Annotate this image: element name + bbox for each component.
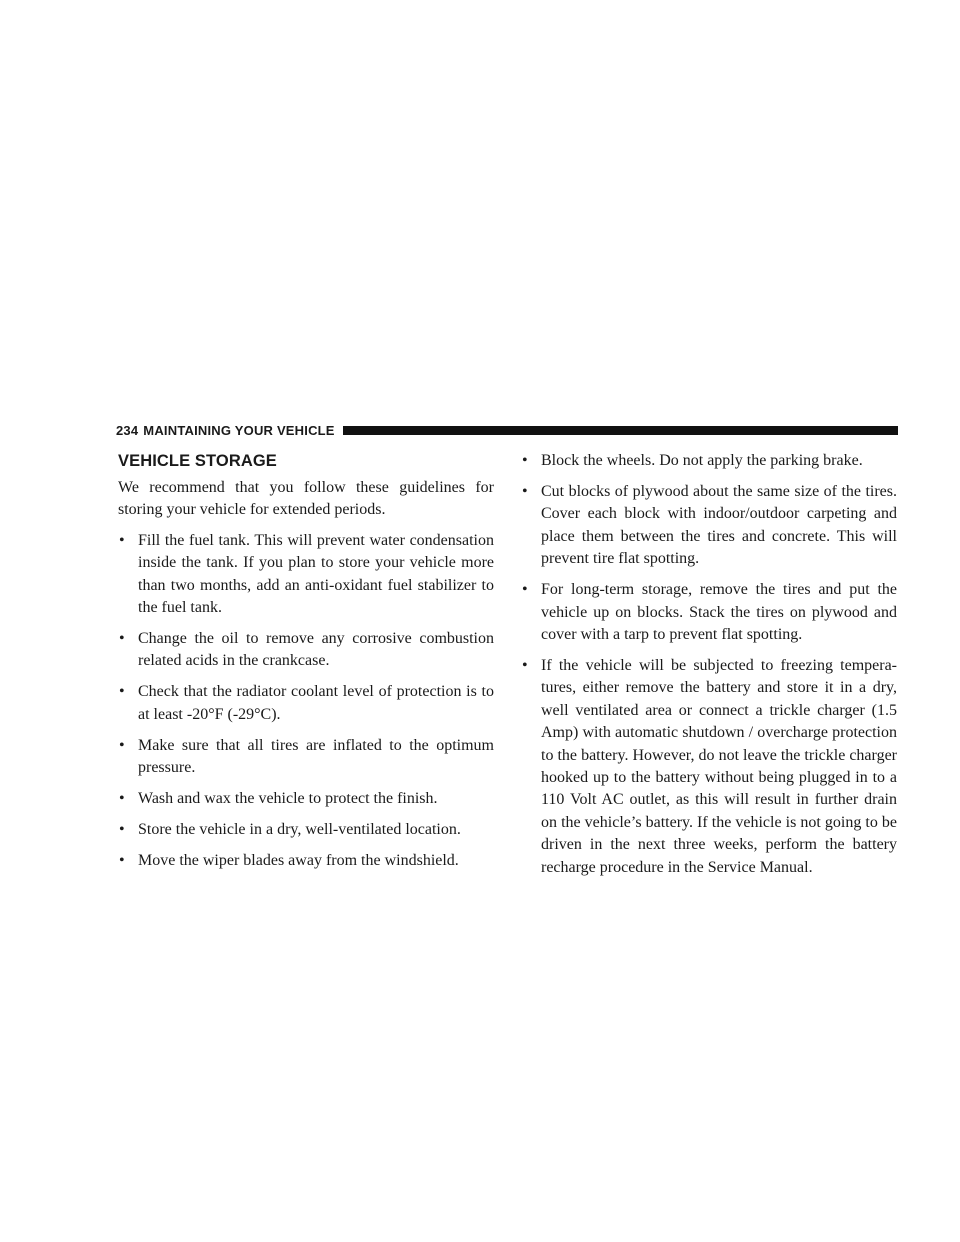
list-item-text: Make sure that all tires are inflated to the optimum pressure. [138,736,494,776]
bullet-icon: • [522,657,528,675]
bullet-icon: • [522,581,528,599]
list-item [521,481,897,571]
bullet-icon: • [119,736,125,754]
list-item [118,681,494,726]
list-item-text: For long-term storage, remove the tires and put the vehicle up on blocks. Stack the tires on plywood and cover with a tarp to prevent flat spotting. [541,581,897,644]
list-item [118,530,494,620]
bullet-icon: • [119,629,125,647]
list-item [118,735,494,780]
right-bullet-list [521,450,897,879]
list-item-text: Fill the fuel tank. This will prevent water condensation inside the tank. If you plan to store your vehicle more than two months, add an anti-oxidant fuel stabilizer to the fuel tank. [138,531,494,617]
bullet-icon: • [119,789,125,807]
list-item [118,819,494,841]
bullet-icon: • [522,483,528,500]
list-item [118,628,494,673]
bullet-icon: • [119,531,125,549]
list-item [118,788,494,810]
bullet-icon: • [522,452,528,469]
left-bullet-list [118,530,494,872]
list-item-text: Cut blocks of plywood about the same size of the tires. Cover each block with indoor/outdoor carpeting and place them between the tires and concrete. This will prevent tire flat spotting. [541,483,897,568]
header-rule [343,426,898,435]
intro-paragraph: We recommend that you follow these guidelines for storing your vehicle for extended periods. [118,479,494,519]
left-column [118,450,494,881]
list-item-text: Change the oil to remove any corrosive combustion related acids in the crankcase. [138,629,494,670]
section-heading: VEHICLE STORAGE [118,452,277,470]
page-header [116,421,898,439]
bullet-icon: • [119,851,125,869]
list-item [118,850,494,872]
list-item-text: Wash and wax the vehicle to protect the finish. [138,789,438,807]
list-item-text: Store the vehicle in a dry, well-ventilated location. [138,820,461,838]
bullet-icon: • [119,820,125,838]
right-column [521,450,897,888]
list-item [521,450,897,472]
list-item [521,579,897,646]
list-item [521,655,897,879]
list-item-text: Check that the radiator coolant level of protection is to at least -20°F (-29°C). [138,683,494,723]
section-title: MAINTAINING YOUR VEHICLE [143,422,335,438]
bullet-icon: • [119,683,125,701]
list-item-text: Block the wheels. Do not apply the parking brake. [541,452,863,469]
list-item-text: Move the wiper blades away from the windshield. [138,851,459,869]
page-number: 234 [116,422,139,438]
list-item-text: If the vehicle will be subjected to freezing tempera- tures, either remove the battery and store it in a dry, well ventilated area or connect a trickle charger (1.5 Amp) with automatic shutdown / overcharge protection to the battery. However, do not leave the trickle charger hooked up to the battery without being plugged in to a 110 Volt AC outlet, as this will result in further drain on the vehicle’s battery. If the vehicle is not going to be driven in the next three weeks, perform the battery recharge procedure in the Service Manual. [541,657,897,876]
